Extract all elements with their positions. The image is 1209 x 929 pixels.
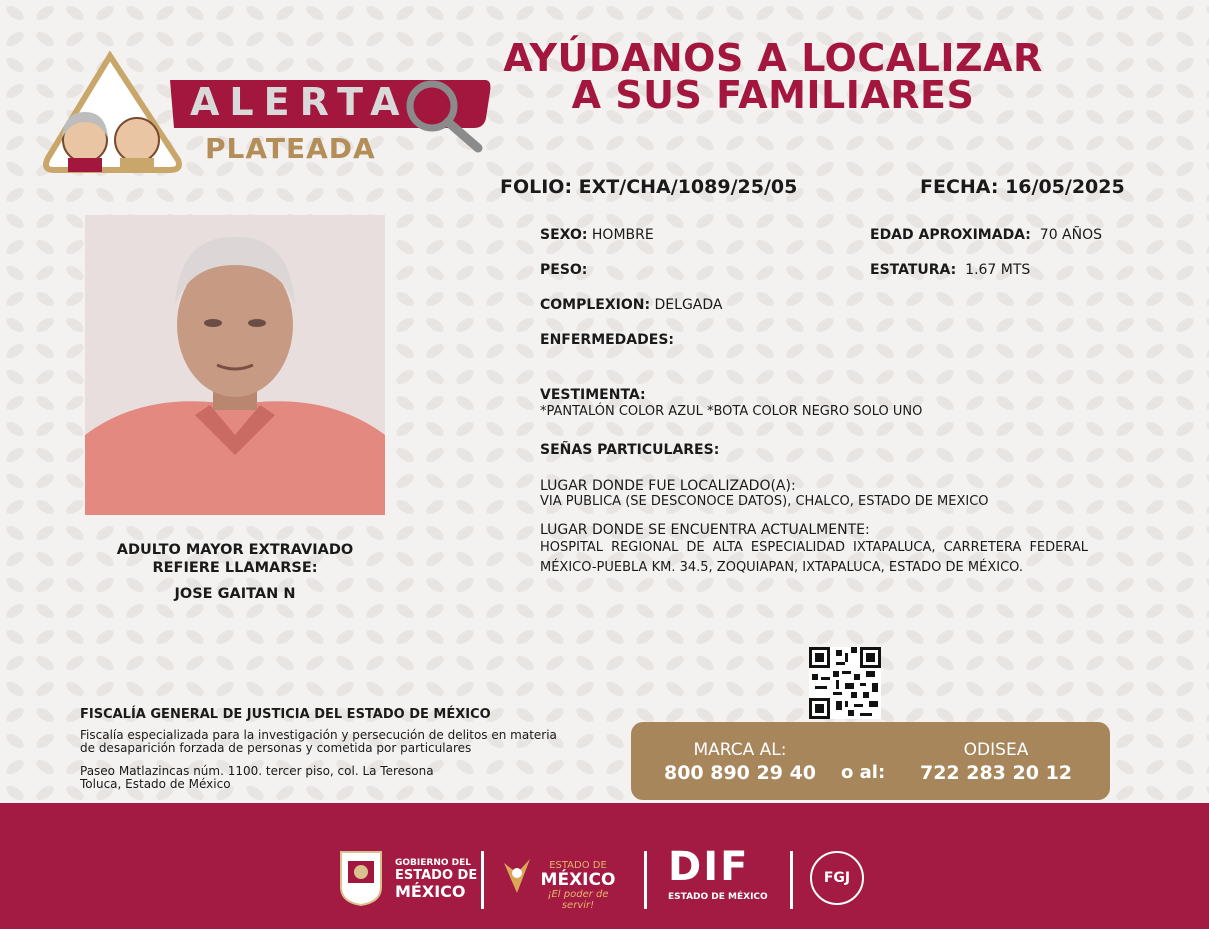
dif-logo: DIF — [668, 844, 750, 890]
sexo-label: SEXO: — [540, 227, 588, 243]
gob-line3: MÉXICO — [395, 882, 466, 901]
o-al-text: o al: — [841, 762, 886, 783]
lugar-actual-label: LUGAR DONDE SE ENCUENTRA ACTUALMENTE: — [540, 522, 870, 538]
dif-subtitle: ESTADO DE MÉXICO — [668, 892, 768, 902]
vestimenta-label: VESTIMENTA: — [540, 387, 646, 403]
estatura-label: ESTATURA: — [870, 262, 957, 278]
logo-alerta-text: ALERTA — [190, 80, 410, 124]
field-lugar-localizado — [540, 479, 1100, 509]
fgj-logo: FGJ — [810, 851, 864, 905]
marca-phone[interactable]: 800 890 29 40 — [663, 762, 817, 784]
headline — [498, 36, 1048, 117]
field-enfermedades — [540, 332, 674, 349]
senas-label: SEÑAS PARTICULARES: — [540, 442, 720, 458]
peso-label: PESO: — [540, 262, 588, 278]
folio: FOLIO: EXT/CHA/1089/25/05 — [500, 176, 798, 198]
odisea-phone[interactable]: 722 283 20 12 — [919, 762, 1073, 784]
field-vestimenta — [540, 387, 922, 419]
headline-line1: AYÚDANOS A LOCALIZAR — [503, 36, 1043, 80]
complexion-label: COMPLEXION: — [540, 297, 651, 313]
edad-label: EDAD APROXIMADA: — [870, 227, 1031, 243]
person-name: JOSE GAITAN N — [174, 586, 296, 602]
fiscalia-address — [80, 765, 434, 790]
estado-mexico-shield-icon — [336, 847, 386, 907]
fecha: FECHA: 16/05/2025 — [920, 176, 1125, 198]
caption-line2: REFIERE LLAMARSE: — [152, 560, 318, 576]
person-photo — [85, 215, 385, 515]
estatura-value: 1.67 MTS — [965, 262, 1031, 278]
logo-plateada-text: PLATEADA — [205, 132, 376, 165]
edad-value: 70 AÑOS — [1039, 227, 1103, 243]
field-edad — [870, 227, 1102, 244]
fiscalia-desc-line1: Fiscalía especializada para la investigación y persecución de delitos en materia — [80, 728, 557, 742]
gobierno-text — [395, 858, 477, 900]
person-caption — [85, 541, 385, 603]
edo-line3: ¡El poder de servir! — [547, 889, 609, 911]
caption-line1: ADULTO MAYOR EXTRAVIADO — [116, 542, 354, 558]
contact-box — [631, 722, 1110, 800]
gob-line1: GOBIERNO DEL — [395, 858, 471, 868]
complexion-value: DELGADA — [654, 297, 723, 313]
lugar-actual-value: HOSPITAL REGIONAL DE ALTA ESPECIALIDAD IXTAPALUCA, CARRETERA FEDERAL MÉXICO-PUEBLA KM. 34.5, ZOQUIAPAN, IXTAPALUCA, ESTADO DE MÉXICO. — [540, 540, 1088, 575]
fiscalia-addr-line1: Paseo Matlazincas núm. 1100. tercer piso, col. La Teresona — [80, 764, 434, 778]
fiscalia-addr-line2: Toluca, Estado de México — [80, 776, 231, 791]
field-sexo — [540, 227, 654, 244]
field-estatura — [870, 262, 1030, 279]
fiscalia-description — [80, 729, 557, 754]
field-lugar-actual — [540, 523, 1088, 578]
lugar-localizado-value: VIA PUBLICA (SE DESCONOCE DATOS), CHALCO, ESTADO DE MEXICO — [540, 494, 989, 509]
field-senas — [540, 442, 719, 459]
fiscalia-desc-line2: de desaparición forzada de personas y cometida por particulares — [80, 740, 472, 755]
estado-mexico-text — [532, 860, 624, 911]
edo-line2: MÉXICO — [540, 870, 616, 890]
odisea-label: ODISEA — [963, 740, 1029, 760]
lugar-localizado-label: LUGAR DONDE FUE LOCALIZADO(A): — [540, 478, 796, 494]
marca-label: MARCA AL: — [693, 740, 787, 760]
qr-code-icon[interactable] — [809, 647, 881, 719]
footer — [0, 803, 1209, 929]
enfermedades-label: ENFERMEDADES: — [540, 332, 675, 348]
field-peso — [540, 262, 587, 279]
sexo-value: HOMBRE — [591, 227, 654, 243]
vestimenta-value: *PANTALÓN COLOR AZUL *BOTA COLOR NEGRO SOLO UNO — [540, 404, 923, 419]
gob-line2: ESTADO DE — [395, 868, 478, 883]
estado-mexico-flower-icon — [498, 853, 536, 895]
headline-line2: A SUS FAMILIARES — [571, 73, 975, 117]
edo-line1: ESTADO DE — [549, 860, 607, 871]
field-complexion — [540, 297, 723, 314]
fiscalia-title: FISCALÍA GENERAL DE JUSTICIA DEL ESTADO DE MÉXICO — [80, 707, 491, 722]
